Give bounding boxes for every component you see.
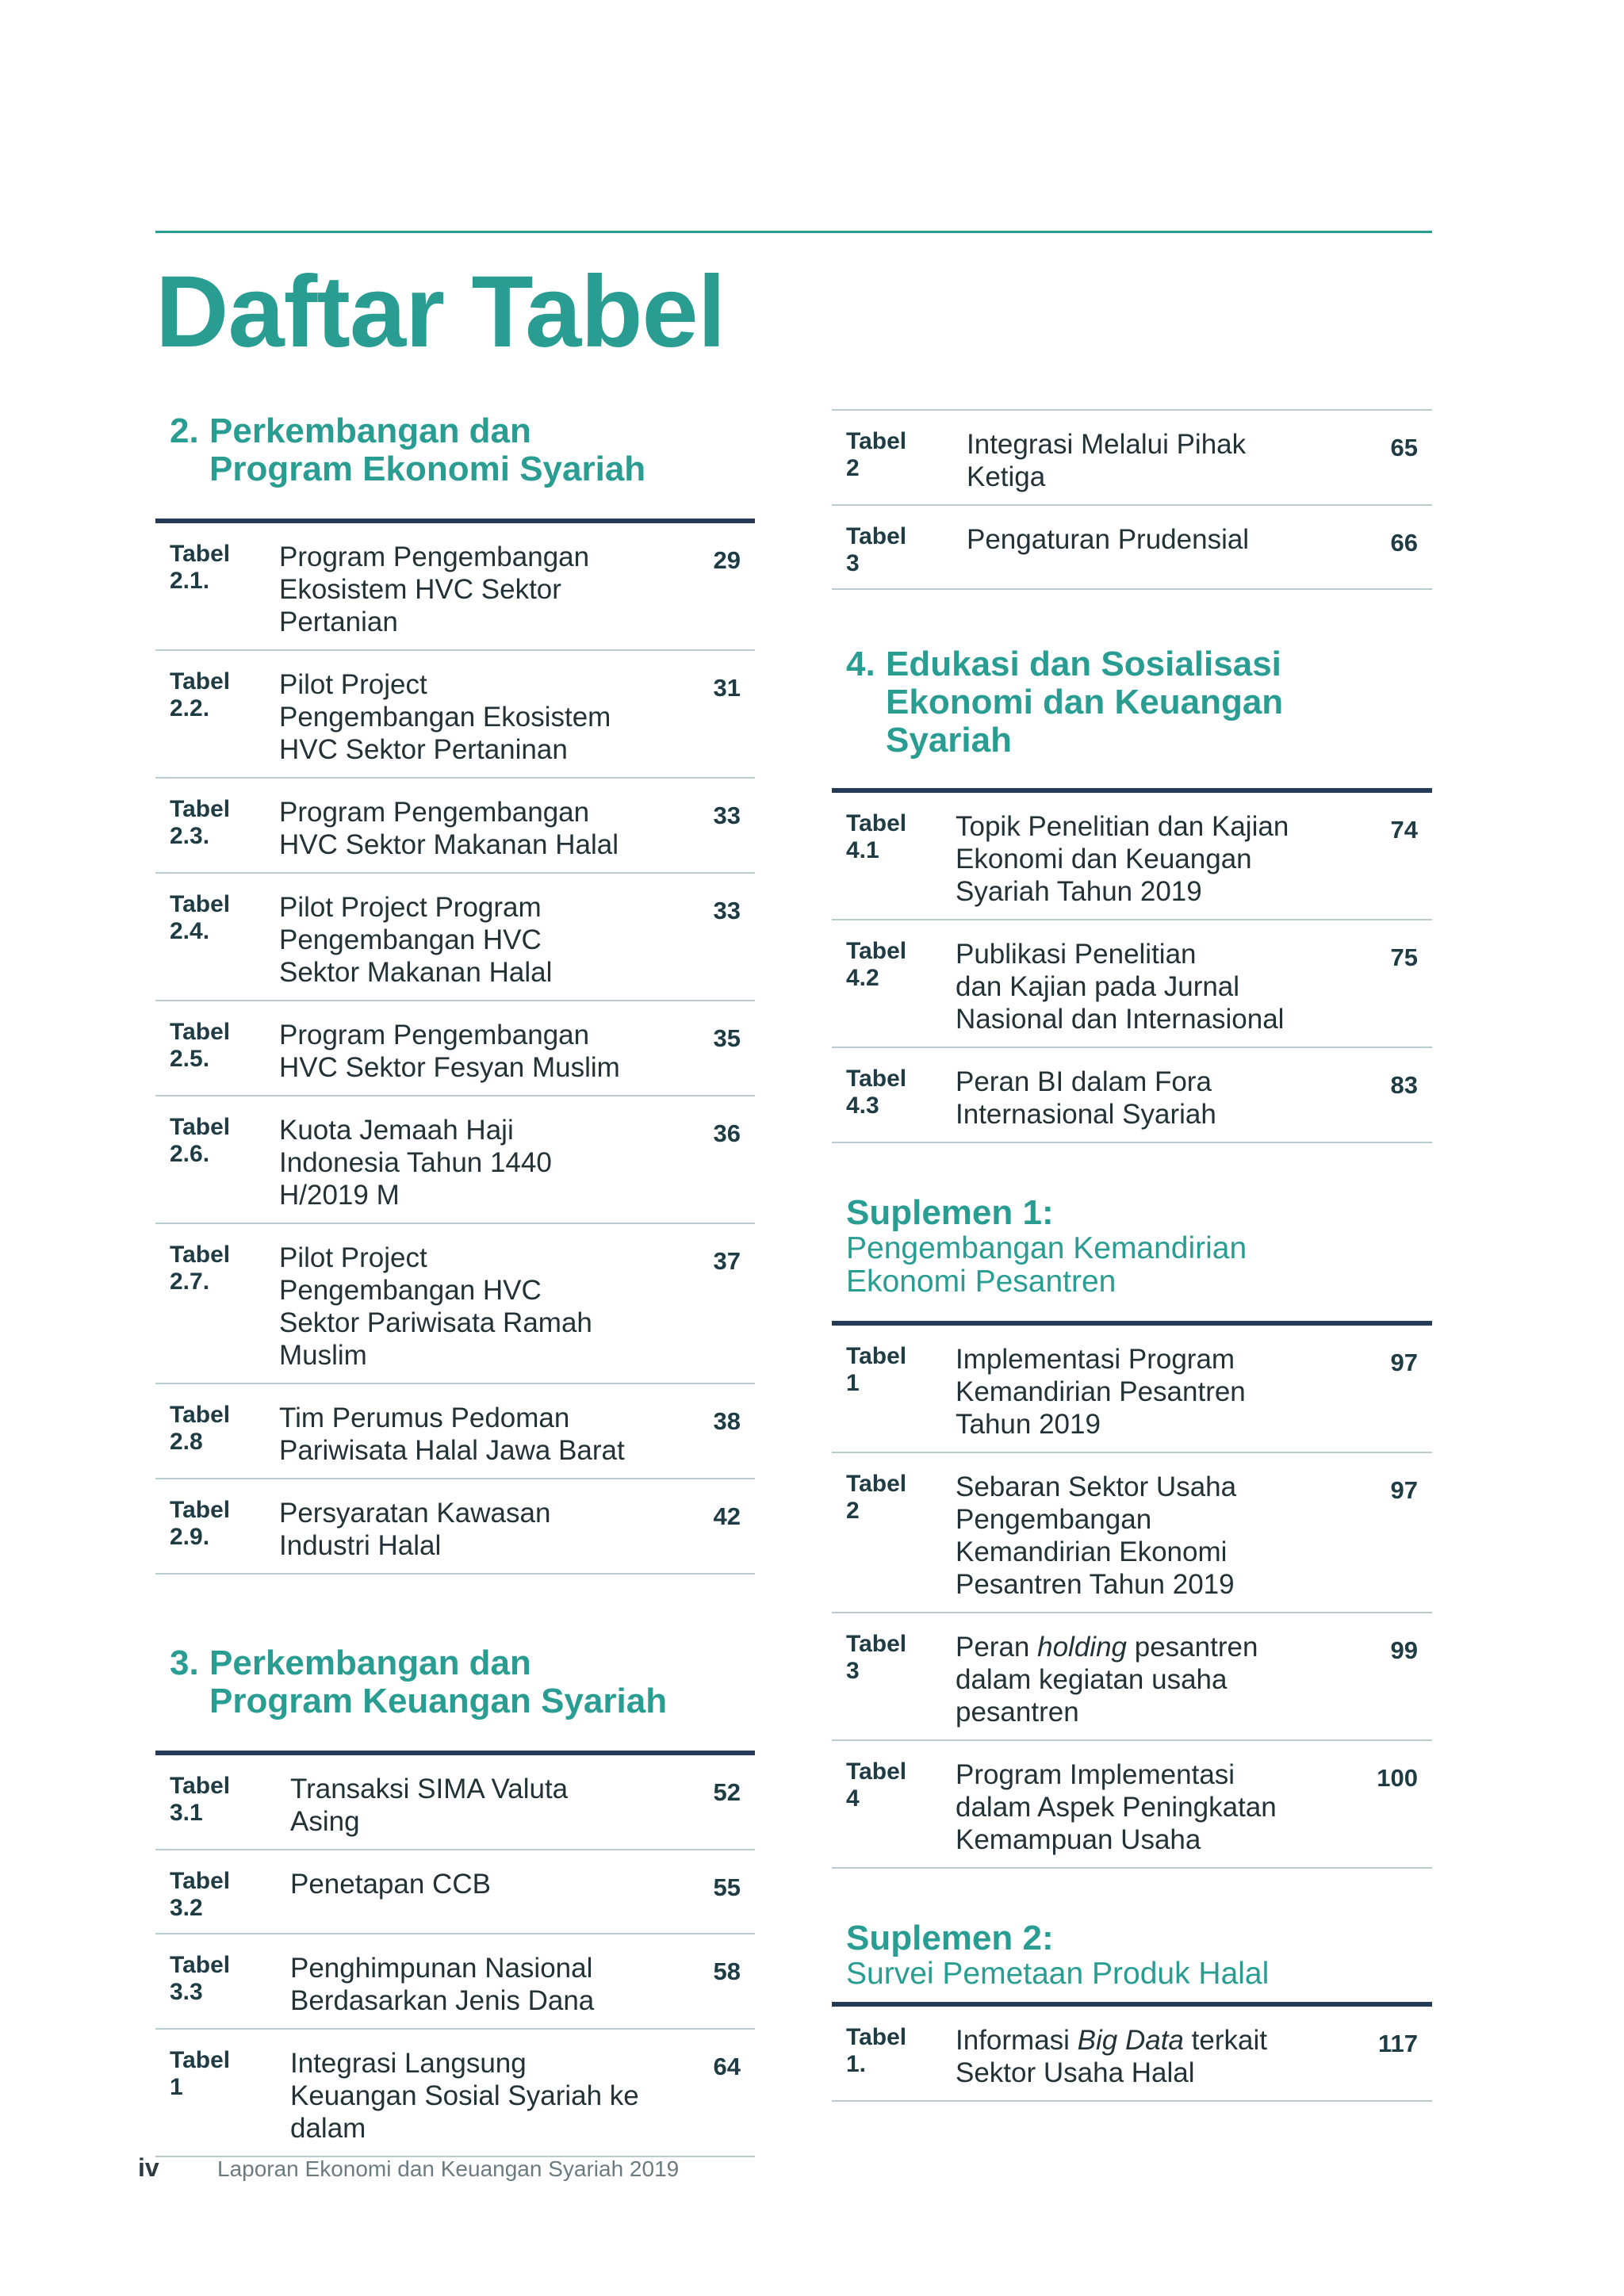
table-label: Tabel 3.2 <box>170 1868 231 1921</box>
page-number: 58 <box>713 1957 741 1985</box>
page-number: 36 <box>713 1119 741 1147</box>
table-title: Integrasi Langsung Keuangan Sosial Syariah ke dalam <box>290 2048 639 2144</box>
page-number: 64 <box>713 2053 741 2080</box>
toc-row[interactable] <box>832 1048 1432 1143</box>
toc-row[interactable] <box>832 1613 1432 1741</box>
table-title <box>956 1631 1362 1728</box>
table-title-part: pesantren dalam kegiatan usaha pesantren <box>956 1632 1258 1728</box>
table-label: Tabel 1 <box>846 1343 907 1396</box>
page-number: 31 <box>713 674 741 702</box>
page-number: 97 <box>1390 1476 1418 1504</box>
table-label: Tabel 4 <box>846 1758 907 1812</box>
table-label: Tabel 2.9. <box>170 1497 231 1550</box>
table-title-emphasis: holding <box>1037 1632 1128 1663</box>
toc-table-section-4 <box>832 788 1432 1143</box>
table-title <box>956 2024 1362 2089</box>
table-label: Tabel 4.2 <box>846 938 907 991</box>
page-number: 65 <box>1390 434 1418 461</box>
table-label: Tabel 3 <box>846 523 907 576</box>
table-label: Tabel 2.3. <box>170 796 231 849</box>
table-title: Kuota Jemaah Haji Indonesia Tahun 1440 H/2019 M <box>279 1115 552 1211</box>
table-title: Publikasi Penelitian dan Kajian pada Jurnal Nasional dan Internasional <box>956 939 1285 1035</box>
table-label: Tabel 2.2. <box>170 668 231 721</box>
table-title: Program Implementasi dalam Aspek Peningkatan Kemampuan Usaha <box>956 1759 1277 1855</box>
page-number: 29 <box>713 546 741 574</box>
left-column <box>155 412 755 2157</box>
table-title: Transaksi SIMA Valuta Asing <box>290 1774 569 1837</box>
supplement-1-heading <box>832 1194 1432 1299</box>
table-title: Program Pengembangan HVC Sektor Fesyan Muslim <box>279 1020 620 1083</box>
toc-row[interactable] <box>832 1741 1432 1869</box>
toc-row[interactable] <box>832 1453 1432 1613</box>
page-number: 37 <box>713 1247 741 1275</box>
table-title: Pilot Project Pengembangan Ekosistem HVC Sektor Pertaninan <box>279 669 611 765</box>
table-title: Pilot Project Program Pengembangan HVC Sektor Makanan Halal <box>279 892 553 988</box>
section-title-line: Program Ekonomi Syariah <box>209 450 646 488</box>
right-column <box>832 409 1432 2102</box>
toc-table-supplement-1 <box>832 1321 1432 1869</box>
toc-row[interactable] <box>832 793 1432 920</box>
table-label: Tabel 3.3 <box>170 1952 231 2005</box>
table-title: Penetapan CCB <box>290 1869 491 1900</box>
page-number: 33 <box>713 897 741 924</box>
table-label: Tabel 2 <box>846 428 907 481</box>
page-number: 117 <box>1377 2030 1418 2057</box>
supplement-2-heading <box>832 1919 1432 1991</box>
section-title-line: Perkembangan dan <box>209 1644 531 1682</box>
toc-row[interactable] <box>155 1384 755 1479</box>
table-title: Peran BI dalam Fora Internasional Syariah <box>956 1066 1216 1130</box>
table-label: Tabel 4.1 <box>846 810 907 863</box>
table-title-part: terkait Sektor Usaha Halal <box>956 2025 1267 2088</box>
page-number: 33 <box>713 802 741 829</box>
table-label: Tabel 2.5. <box>170 1019 231 1072</box>
toc-row[interactable] <box>155 1934 755 2030</box>
toc-row[interactable] <box>155 523 755 651</box>
section-2-heading <box>155 412 755 488</box>
section-4-heading <box>832 645 1432 760</box>
page-number: 38 <box>713 1407 741 1435</box>
toc-row[interactable] <box>832 506 1432 590</box>
toc-row[interactable] <box>832 920 1432 1048</box>
table-label: Tabel 2.8 <box>170 1402 231 1455</box>
table-title: Sebaran Sektor Usaha Pengembangan Kemandirian Ekonomi Pesantren Tahun 2019 <box>956 1471 1237 1600</box>
table-title-part: Peran <box>956 1632 1038 1663</box>
table-title: Tim Perumus Pedoman Pariwisata Halal Jawa Barat <box>279 1402 625 1466</box>
table-title: Penghimpunan Nasional Berdasarkan Jenis Dana <box>290 1953 595 2016</box>
section-title-line: Syariah <box>886 721 1012 760</box>
toc-row[interactable] <box>832 2007 1432 2102</box>
toc-row[interactable] <box>155 1001 755 1096</box>
table-title: Persyaratan Kawasan Industri Halal <box>279 1498 551 1561</box>
supplement-subtitle-line: Ekonomi Pesantren <box>846 1265 1116 1299</box>
table-title-emphasis: Big Data <box>1077 2025 1184 2056</box>
section-number: 3. <box>170 1644 199 1682</box>
toc-row[interactable] <box>155 1755 755 1850</box>
table-label: Tabel 2.4. <box>170 891 231 944</box>
toc-row[interactable] <box>155 1096 755 1224</box>
table-label: Tabel 2 <box>846 1471 907 1524</box>
section-number: 2. <box>170 411 199 450</box>
page-title: Daftar Tabel <box>155 255 726 369</box>
toc-table-supplement-2 <box>832 2002 1432 2102</box>
page-number: 99 <box>1390 1636 1418 1664</box>
toc-table-section-3-continued <box>832 409 1432 590</box>
page-footer <box>138 2153 679 2183</box>
page-number: 83 <box>1390 1071 1418 1099</box>
toc-row[interactable] <box>155 651 755 779</box>
table-label: Tabel 2.6. <box>170 1114 231 1167</box>
toc-table-section-3 <box>155 1751 755 2157</box>
page-number: 55 <box>713 1873 741 1901</box>
supplement-title: Suplemen 1: <box>846 1193 1054 1232</box>
table-label: Tabel 3 <box>846 1631 907 1684</box>
table-label: Tabel 2.7. <box>170 1242 231 1295</box>
section-title-line: Perkembangan dan <box>209 411 531 450</box>
toc-row[interactable] <box>155 779 755 874</box>
table-label: Tabel 4.3 <box>846 1066 907 1119</box>
table-label: Tabel 1. <box>846 2024 907 2077</box>
toc-row[interactable] <box>155 1479 755 1575</box>
table-title: Program Pengembangan Ekosistem HVC Sektor Pertanian <box>279 541 590 637</box>
table-title: Implementasi Program Kemandirian Pesantren Tahun 2019 <box>956 1344 1246 1440</box>
section-title-line: Program Keuangan Syariah <box>209 1682 668 1720</box>
page-number: 66 <box>1390 529 1418 557</box>
page-number: 52 <box>713 1778 741 1806</box>
table-title: Pengaturan Prudensial <box>967 524 1250 555</box>
supplement-title: Suplemen 2: <box>846 1919 1054 1957</box>
page-number: 100 <box>1377 1764 1418 1792</box>
toc-row[interactable] <box>832 1326 1432 1453</box>
table-title-part: Informasi <box>956 2025 1078 2056</box>
table-title: Integrasi Melalui Pihak Ketiga <box>967 429 1247 492</box>
section-3-heading <box>155 1644 755 1720</box>
top-rule <box>155 231 1432 233</box>
footer-page-number: iv <box>138 2153 159 2182</box>
page-number: 75 <box>1390 943 1418 971</box>
page-number: 74 <box>1390 816 1418 844</box>
page-number: 97 <box>1390 1349 1418 1376</box>
table-title: Program Pengembangan HVC Sektor Makanan Halal <box>279 797 619 860</box>
section-title-line: Edukasi dan Sosialisasi <box>886 645 1281 683</box>
table-title: Pilot Project Pengembangan HVC Sektor Pariwisata Ramah Muslim <box>279 1242 592 1371</box>
table-label: Tabel 3.1 <box>170 1773 231 1826</box>
page-number: 42 <box>713 1502 741 1530</box>
toc-row[interactable] <box>155 1224 755 1384</box>
toc-row[interactable] <box>155 2030 755 2157</box>
toc-row[interactable] <box>155 874 755 1001</box>
page-number: 35 <box>713 1024 741 1052</box>
table-label: Tabel 1 <box>170 2047 231 2100</box>
toc-row[interactable] <box>832 411 1432 506</box>
table-label: Tabel 2.1. <box>170 541 231 594</box>
footer-text: Laporan Ekonomi dan Keuangan Syariah 2019 <box>217 2156 680 2181</box>
toc-table-section-2 <box>155 519 755 1575</box>
supplement-subtitle: Survei Pemetaan Produk Halal <box>846 1957 1270 1991</box>
section-title-line: Ekonomi dan Keuangan <box>886 683 1284 721</box>
supplement-subtitle-line: Pengembangan Kemandirian <box>846 1231 1247 1265</box>
section-number: 4. <box>846 645 875 683</box>
table-title: Topik Penelitian dan Kajian Ekonomi dan Keuangan Syariah Tahun 2019 <box>956 811 1289 907</box>
toc-row[interactable] <box>155 1850 755 1934</box>
